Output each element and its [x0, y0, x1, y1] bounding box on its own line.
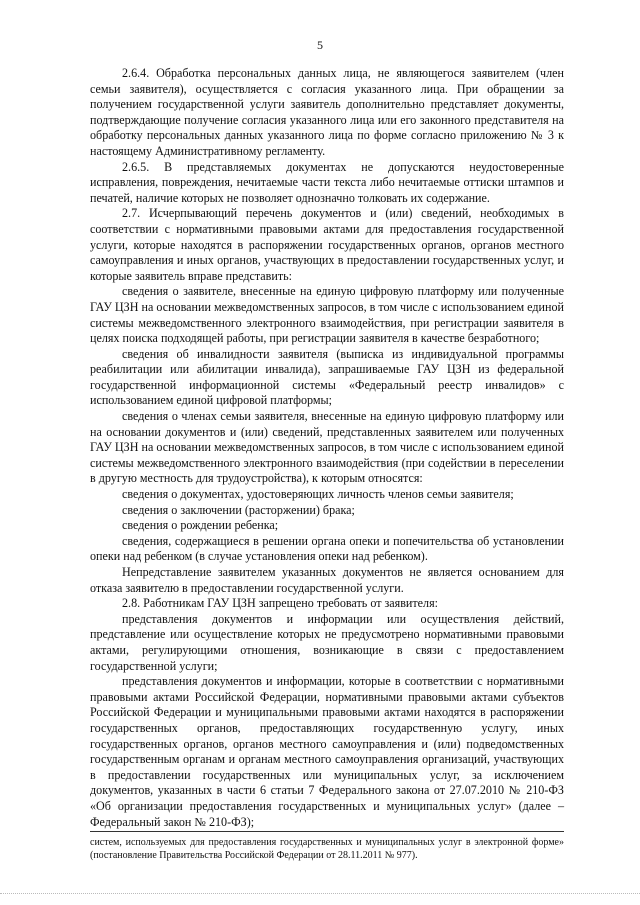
list-item-prohibited-info: представления документов и информации, которые в соответствии с нормативными правовыми актами Российской Федерации, нормативными правовыми актами субъектов Российской Федерации и муниципальными правовыми актами находятся в распоряжении государственных органов, предоставляющих государственную услугу, иных государственных органов, органов местного самоуправления и (или) подведомственных государственным органам и органам местного самоуправления организаций, участвующих в предоставлении государственных или муниципальных услуг, за исключением документов, указанных в части 6 статьи 7 Федерального закона от 27.07.2010 № 210-ФЗ «Об организации предоставления государственных и муниципальных услуг» (далее – Федеральный закон № 210-ФЗ); — [90, 674, 564, 829]
document-body — [90, 66, 564, 830]
list-item-marriage: сведения о заключении (расторжении) брака; — [122, 502, 355, 517]
list-item-prohibited-documents: представления документов и информации или осуществления действий, представление или осуществление которых не предусмотрено нормативными правовыми актами, регулирующими отношения, возникающие в связи с предоставлением государственной услуги; — [90, 611, 564, 673]
list-item-guardianship: сведения, содержащиеся в решении органа опеки и попечительства об установлении опеки над ребенком (в случае установления опеки над ребенком). — [90, 533, 564, 564]
paragraph-non-submission: Непредставление заявителем указанных документов не является основанием для отказа заявителю в предоставлении государственной услуги. — [90, 565, 564, 595]
list-item-disability-info: сведения об инвалидности заявителя (выписка из индивидуальной программы реабилитации или абилитации инвалида), запрашиваемые ГАУ ЦЗН из федеральной государственной информационной системы «Федеральный реестр инвалидов» с использованием единой цифровой платформы; — [90, 346, 564, 408]
list-item-identity-documents: сведения о документах, удостоверяющих личность членов семьи заявителя; — [122, 487, 514, 502]
list-item-birth: сведения о рождении ребенка; — [122, 518, 279, 533]
paragraph-2-8: 2.8. Работникам ГАУ ЦЗН запрещено требовать от заявителя: — [122, 596, 439, 611]
scan-edge-line — [0, 893, 640, 894]
paragraph-2-6-4: 2.6.4. Обработка персональных данных лица, не являющегося заявителем (член семьи заявителя), осуществляется с согласия указанного лица. При обращении за получением государственной услуги заявитель дополнительно представляет документы, подтверждающие получение согласия указанного лица или его законного представителя на обработку персональных данных указанного лица по форме согласно приложению № 3 к настоящему Административному регламенту. — [90, 66, 564, 158]
paragraph-2-6-5: 2.6.5. В представляемых документах не допускаются неудостоверенные исправления, повреждения, нечитаемые части текста либо нечитаемые оттиски штампов и печатей, наличие которых не позволяет однозначно толковать их содержание. — [90, 159, 564, 205]
footnote: систем, используемых для предоставления государственных и муниципальных услуг в электронной форме» (постановление Правительства Российской Федерации от 28.11.2011 № 977). — [90, 837, 564, 861]
page-number: 5 — [317, 38, 323, 52]
footnote-divider — [90, 831, 564, 832]
paragraph-2-7: 2.7. Исчерпывающий перечень документов и (или) сведений, необходимых в соответствии с нормативными правовыми актами для предоставления государственной услуги, которые находятся в распоряжении государственных органов, органов местного самоуправления и иных органов, участвующих в предоставлении государственных услуг, и которые заявитель вправе представить: — [90, 206, 564, 283]
list-item-family-info: сведения о членах семьи заявителя, внесенные на единую цифровую платформу или на основании документов и (или) сведений, представленных заявителем или полученных ГАУ ЦЗН на основании межведомственных запросов, в том числе с использованием единой системы межведомственного электронного взаимодействия (при содействии в переселении в другую местность для трудоустройства), к которым относятся: — [90, 409, 564, 486]
list-item-applicant-info: сведения о заявителе, внесенные на единую цифровую платформу или полученные ГАУ ЦЗН на основании межведомственных запросов, в том числе с использованием единой системы межведомственного электронного взаимодействия, при регистрации заявителя в целях поиска подходящей работы, при регистрации заявителя в качестве безработного; — [90, 284, 564, 346]
